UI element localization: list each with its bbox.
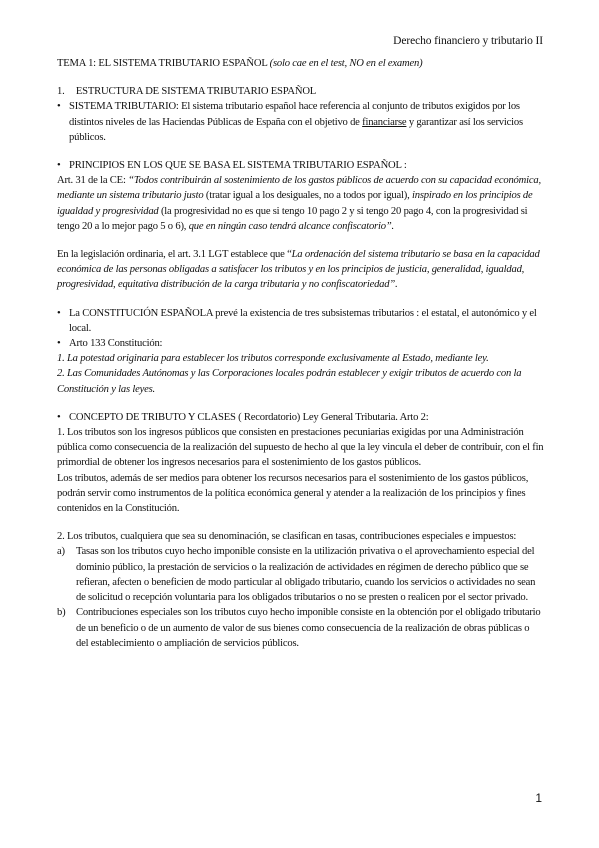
page-body	[57, 56, 544, 651]
paragraph-clasificacion: 2. Los tributos, cualquiera que sea su denominación, se clasifican en tasas, contribuciones especiales e impuestos:	[57, 531, 517, 543]
running-header: Derecho financiero y tributario II	[393, 35, 543, 47]
art-133-point-2: 2. Las Comunidades Autónomas y las Corporaciones locales podrán establecer y exigir tributos de acuerdo con la Constitución y las leyes.	[57, 368, 522, 395]
underlined-word: financiarse	[362, 116, 407, 128]
paragraph-tributo-funciones: Los tributos, además de ser medios para obtener los recursos necesarios para el sostenimiento de los gastos públicos, podrán servir como instrumentos de la política económica general y atender a la realización de los principios y fines contenidos en la Constitución.	[57, 472, 529, 515]
page-number: 1	[535, 791, 542, 805]
bullet-concepto-tributo: • CONCEPTO DE TRIBUTO Y CLASES ( Recordatorio) Ley General Tributaria. Arto 2:	[57, 410, 544, 425]
title-main: TEMA 1: EL SISTEMA TRIBUTARIO ESPAÑOL	[57, 58, 268, 69]
section-heading-estructura	[57, 84, 544, 99]
document-title	[57, 56, 544, 71]
section-heading-text: ESTRUCTURA DE SISTEMA TRIBUTARIO ESPAÑOL	[75, 86, 317, 98]
bullet-sistema-tributario: • SISTEMA TRIBUTARIO: El sistema tributario español hace referencia al conjunto de tributos exigidos por los distintos niveles de las Haciendas Públicas de España con el objetivo de financiarse y garantizar así los servicios públicos.	[57, 99, 544, 145]
list-item-contribuciones: b) Contribuciones especiales son los tributos cuyo hecho imponible consiste en la obtención por el obligado tributario de un beneficio o de un aumento de valor de sus bienes como consecuencia de la realización de obras públicas o del establecimiento o ampliación de servicios públicos.	[57, 607, 541, 649]
bullet-constitucion: • La CONSTITUCIÓN ESPAÑOLA prevé la existencia de tres subsistemas tributarios : el estatal, el autonómico y el local.	[57, 306, 544, 336]
section-number: 1.	[57, 86, 65, 98]
paragraph-art-31: Art. 31 de la CE: “Todos contribuirán al sostenimiento de los gastos públicos de acuerdo con su capacidad económica, mediante un sistema tributario justo (tratar igual a los desiguales, no a todos por igual), inspirado en los principios de igualdad y progresividad (la progresividad no es que si tengo 10 pago 2 y si tengo 20 pago 4, con la progresividad si tengo 20 a lo mejor pago 5 o 6), que en ningún caso tendrá alcance confiscatorio”.	[57, 175, 541, 232]
paragraph-lgt: En la legislación ordinaria, el art. 3.1 LGT establece que “La ordenación del sistema tributario se basa en la capacidad económica de las personas obligadas a satisfacer los tributos y en los principios de justicia, generalidad, igualdad, progresividad, equitativa distribución de la carga tributaria y no confiscatoriedad”.	[57, 249, 540, 291]
bullet-principios: • PRINCIPIOS EN LOS QUE SE BASA EL SISTEMA TRIBUTARIO ESPAÑOL :	[57, 158, 544, 173]
title-note: (solo cae en el test, NO en el examen)	[269, 58, 423, 69]
list-item-tasas: a) Tasas son los tributos cuyo hecho imponible consiste en la utilización privativa o el aprovechamiento especial del dominio público, la prestación de servicios o la realización de actividades en régimen de derecho público que se refieran, afecten o beneficien de modo particular al obligado tributario, cuando los servicios o actividades no sean de solicitud o recepción voluntaria para los obligados tributarios o no se presten o realicen por el sector privado.	[57, 546, 536, 604]
paragraph-tributo-definicion: 1. Los tributos son los ingresos públicos que consisten en prestaciones pecuniarias exigidas por una Administración pública como consecuencia de la realización del supuesto de hecho al que la ley vincula el deber de contribuir, con el fin primordial de obtener los ingresos necesarios para el sostenimiento de los gastos públicos.	[57, 427, 544, 469]
bullet-art-133: • Arto 133 Constitución:	[57, 336, 544, 351]
art-133-point-1: 1. La potestad originaria para establecer los tributos corresponde exclusivamente al Estado, mediante ley.	[57, 353, 489, 365]
